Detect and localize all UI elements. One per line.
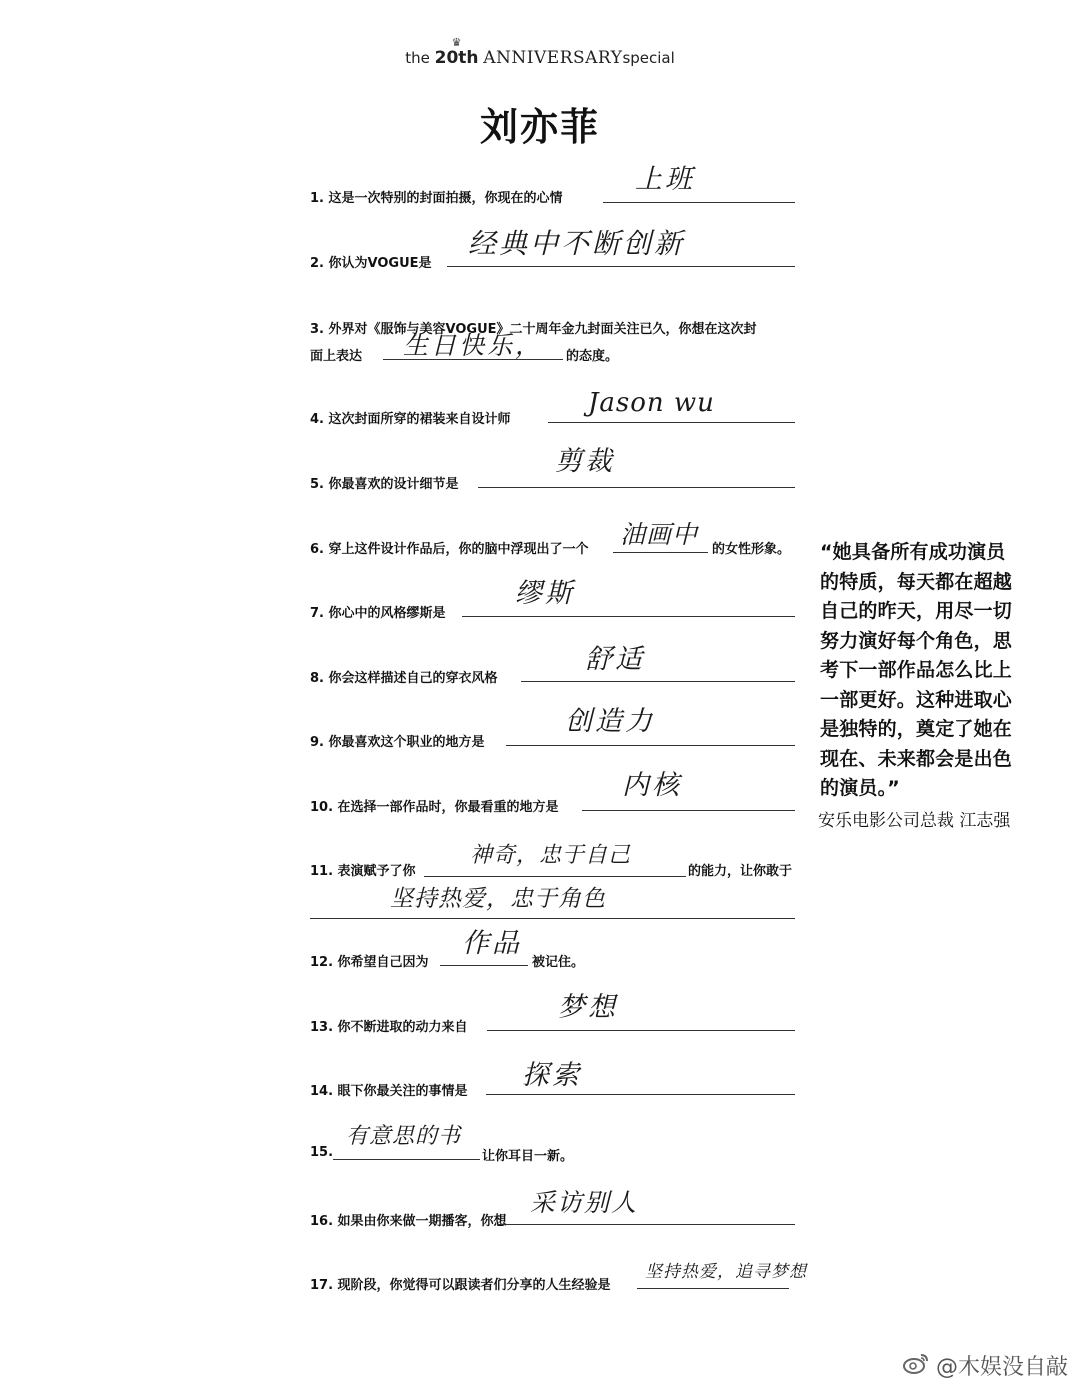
watermark bbox=[902, 1350, 1068, 1381]
answer-line-12 bbox=[440, 965, 528, 966]
answer-14: 探索 bbox=[522, 1060, 582, 1091]
page-title: 刘亦菲 bbox=[479, 105, 600, 149]
question-1: 1. 这是一次特别的封面拍摄，你现在的心情 bbox=[310, 191, 563, 206]
question-11-suffix: 的能力，让你敢于 bbox=[688, 864, 793, 879]
question-8: 8. 你会这样描述自己的穿衣风格 bbox=[310, 671, 498, 686]
answer-2: 经典中不断创新 bbox=[468, 227, 686, 260]
question-3-line-1: 3. 外界对《服饰与美容VOGUE》二十周年金九封面关注已久，你想在这次封 bbox=[310, 322, 757, 337]
answer-17: 坚持热爱，追寻梦想 bbox=[645, 1262, 807, 1282]
question-9: 9. 你最喜欢这个职业的地方是 bbox=[310, 735, 485, 750]
question-3-suffix: 的态度。 bbox=[566, 349, 619, 364]
header-special: special bbox=[622, 49, 675, 67]
question-11: 11. 表演赋予了你 bbox=[310, 864, 416, 879]
answer-line-11 bbox=[424, 876, 686, 877]
answer-line-17 bbox=[637, 1288, 789, 1289]
answer-line-7 bbox=[462, 616, 795, 617]
question-12: 12. 你希望自己因为 bbox=[310, 955, 429, 970]
answer-13: 梦想 bbox=[558, 992, 618, 1023]
answer-1: 上班 bbox=[635, 164, 695, 195]
pull-quote: “她具备所有成功演员的特质，每天都在超越自己的昨天，用尽一切努力演好每个角色，思考下一部作品怎么比上一部更好。这种进取心是独特的，奠定了她在现在、未来都会是出色的演员。” bbox=[820, 541, 1013, 799]
header-anniversary: ANNIVERSARY bbox=[483, 48, 623, 68]
answer-12: 作品 bbox=[462, 928, 522, 959]
answer-line-6 bbox=[613, 552, 708, 553]
crown-icon: ♛ bbox=[451, 36, 462, 49]
question-5: 5. 你最喜欢的设计细节是 bbox=[310, 477, 459, 492]
question-17: 17. 现阶段，你觉得可以跟读者们分享的人生经验是 bbox=[310, 1278, 611, 1293]
answer-line-8 bbox=[521, 681, 795, 682]
answer-line-14 bbox=[486, 1094, 795, 1095]
question-2: 2. 你认为VOGUE是 bbox=[310, 256, 432, 271]
answer-16: 采访别人 bbox=[530, 1188, 639, 1217]
answer-line-2 bbox=[447, 266, 795, 267]
question-6-suffix: 的女性形象。 bbox=[712, 542, 791, 557]
quote-attribution: 安乐电影公司总裁 江志强 bbox=[818, 811, 1011, 831]
question-6: 6. 穿上这件设计作品后，你的脑中浮现出了一个 bbox=[310, 542, 589, 557]
answer-line-1 bbox=[603, 202, 795, 203]
answer-line-5 bbox=[478, 487, 795, 488]
question-12-suffix: 被记住。 bbox=[532, 955, 585, 970]
answer-line-13 bbox=[487, 1030, 795, 1031]
answer-10: 内核 bbox=[622, 770, 682, 801]
answer-11b: 坚持热爱，忠于角色 bbox=[390, 886, 606, 912]
answer-line-4 bbox=[548, 422, 795, 423]
question-16: 16. 如果由你来做一期播客，你想 bbox=[310, 1214, 507, 1229]
answer-8: 舒适 bbox=[585, 644, 645, 675]
answer-line-9 bbox=[506, 745, 795, 746]
header-the: the bbox=[405, 49, 430, 67]
watermark-text: @木娱没自敲 bbox=[935, 1355, 1068, 1380]
answer-9: 创造力 bbox=[565, 706, 655, 737]
question-13: 13. 你不断进取的动力来自 bbox=[310, 1020, 468, 1035]
question-7: 7. 你心中的风格缪斯是 bbox=[310, 606, 446, 621]
answer-7: 缪斯 bbox=[515, 578, 575, 609]
answer-11: 神奇，忠于自己 bbox=[470, 843, 632, 868]
question-4: 4. 这次封面所穿的裙装来自设计师 bbox=[310, 412, 511, 427]
answer-line-16 bbox=[497, 1224, 795, 1225]
answer-line-10 bbox=[582, 810, 795, 811]
answer-5: 剪裁 bbox=[555, 446, 615, 477]
question-14: 14. 眼下你最关注的事情是 bbox=[310, 1084, 468, 1099]
question-10: 10. 在选择一部作品时，你最看重的地方是 bbox=[310, 800, 559, 815]
question-15-suffix: 让你耳目一新。 bbox=[482, 1149, 574, 1164]
header-number: ♛ 20th bbox=[434, 36, 479, 68]
answer-6: 油画中 bbox=[620, 520, 699, 549]
magazine-header bbox=[0, 36, 1080, 68]
weibo-icon bbox=[902, 1351, 930, 1381]
answer-3: 生日快乐， bbox=[403, 331, 544, 360]
answer-15: 有意思的书 bbox=[346, 1124, 462, 1149]
answer-line-11b bbox=[310, 918, 795, 919]
question-3-line-2: 面上表达 bbox=[310, 349, 363, 364]
question-15: 15. bbox=[310, 1145, 334, 1160]
answer-4: Jason wu bbox=[588, 388, 715, 418]
answer-line-15 bbox=[333, 1159, 480, 1160]
